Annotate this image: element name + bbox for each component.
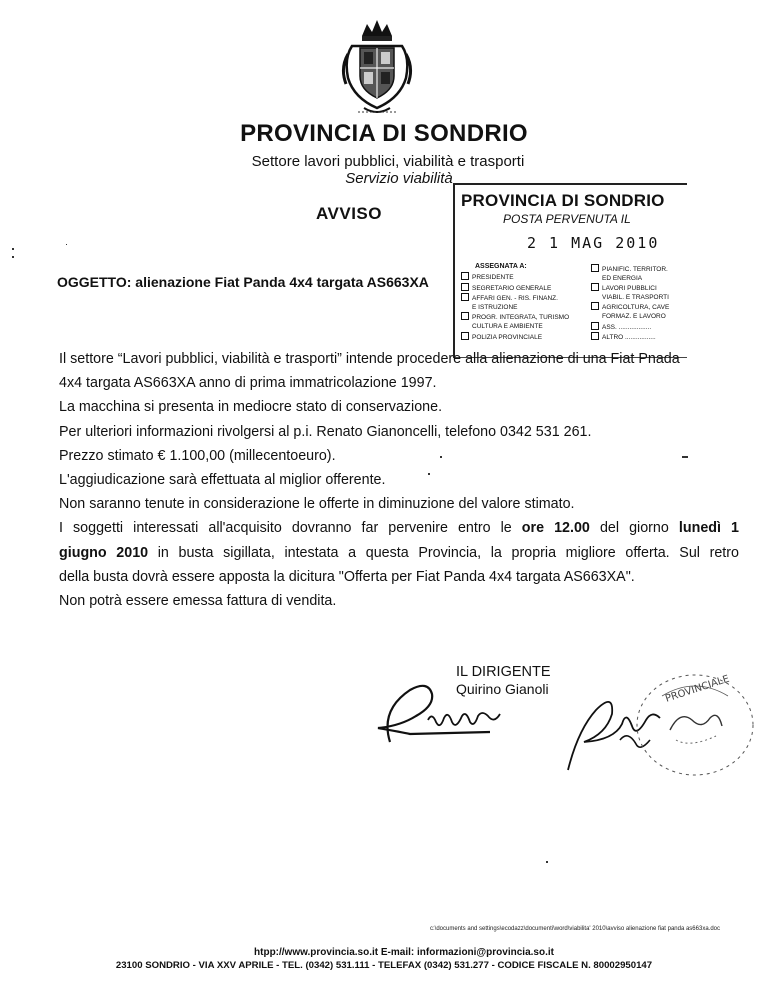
signer-name: Quirino Gianoli bbox=[456, 681, 549, 697]
stamp-item: PIANIFIC. TERRITOR. bbox=[591, 264, 669, 275]
body-paragraph: Prezzo stimato € 1.100,00 (millecentoeuro). bbox=[59, 447, 336, 464]
stamp-item: ED ENERGIA bbox=[602, 274, 643, 282]
stamp-title: PROVINCIA DI SONDRIO bbox=[461, 191, 665, 210]
notice-subject: OGGETTO: alienazione Fiat Panda 4x4 targata AS663XA bbox=[57, 274, 429, 290]
stamp-item: VIABIL. E TRASPORTI bbox=[602, 293, 669, 301]
checkbox-icon bbox=[461, 293, 469, 301]
stamp-item: LAVORI PUBBLICI bbox=[591, 283, 669, 294]
official-seal-icon bbox=[630, 670, 760, 780]
checkbox-icon bbox=[461, 332, 469, 340]
stamp-left-column bbox=[461, 272, 569, 342]
deadline-date: lunedì 1 bbox=[678, 520, 739, 537]
stamp-item: CULTURA E AMBIENTE bbox=[472, 322, 543, 330]
checkbox-icon bbox=[461, 272, 469, 280]
stamp-item: FORMAZ. E LAVORO bbox=[602, 312, 666, 320]
body-paragraph: Il settore “Lavori pubblici, viabilità e trasporti” intende procedere alla alienazione di una Fiat Pnada bbox=[59, 351, 680, 367]
body-paragraph: I soggetti interessati all'acquisito dovranno far pervenire entro le ore 12.00 del giorno lunedì 1 bbox=[59, 520, 739, 537]
checkbox-icon bbox=[461, 283, 469, 291]
stamp-item: ASS. .................. bbox=[591, 322, 669, 333]
checkbox-icon bbox=[591, 322, 599, 330]
stamp-date: 2 1 MAG 2010 bbox=[527, 234, 660, 252]
coat-of-arms-icon bbox=[340, 18, 414, 118]
sector-name: Settore lavori pubblici, viabilità e trasporti bbox=[251, 153, 525, 170]
stamp-item: POLIZIA PROVINCIALE bbox=[461, 332, 569, 343]
checkbox-icon bbox=[461, 312, 469, 320]
stamp-item: AFFARI GEN. - RIS. FINANZ. bbox=[461, 293, 569, 304]
body-paragraph: Non potrà essere emessa fattura di vendita. bbox=[59, 593, 337, 610]
signer-role: IL DIRIGENTE bbox=[456, 664, 551, 680]
stamp-item: SEGRETARIO GENERALE bbox=[461, 283, 569, 294]
checkbox-icon bbox=[591, 302, 599, 310]
body-paragraph: Per ulteriori informazioni rivolgersi al p.i. Renato Gianoncelli, telefono 0342 531 261. bbox=[59, 423, 592, 440]
received-stamp bbox=[453, 183, 687, 358]
stamp-item: PRESIDENTE bbox=[461, 272, 569, 283]
stamp-item: E ISTRUZIONE bbox=[472, 303, 518, 311]
file-path: c:\documents and settings\ecodazz\documenti\word\viabilita' 2010\avviso alienazione fiat panda as663xa.doc bbox=[430, 926, 720, 932]
body-paragraph: 4x4 targata AS663XA anno di prima immatricolazione 1997. bbox=[59, 375, 437, 392]
handwritten-signature-icon bbox=[370, 670, 670, 780]
page-title: PROVINCIA DI SONDRIO bbox=[240, 120, 528, 147]
body-paragraph: La macchina si presenta in mediocre stato di conservazione. bbox=[59, 399, 443, 416]
stamp-subtitle: POSTA PERVENUTA IL bbox=[503, 212, 631, 226]
footer-address: 23100 SONDRIO - VIA XXV APRILE - TEL. (0342) 531.111 - TELEFAX (0342) 531.277 - CODICE FISCALE N. 80002950147 bbox=[115, 960, 653, 971]
stamp-item: AGRICOLTURA, CAVE bbox=[591, 302, 669, 313]
checkbox-icon bbox=[591, 283, 599, 291]
stamp-right-column bbox=[591, 264, 669, 343]
stamp-item: PROGR. INTEGRATA, TURISMO bbox=[461, 312, 569, 323]
body-paragraph: Non saranno tenute in considerazione le offerte in diminuzione del valore stimato. bbox=[59, 496, 575, 513]
notice-heading: AVVISO bbox=[316, 204, 382, 223]
checkbox-icon bbox=[591, 332, 599, 340]
checkbox-icon bbox=[591, 264, 599, 272]
body-paragraph: giugno 2010 in busta sigillata, intestata a questa Provincia, la propria migliore offerta. Sul retro bbox=[59, 544, 739, 561]
deadline-date: giugno 2010 bbox=[59, 544, 149, 561]
service-name: Servizio viabilità bbox=[345, 170, 453, 187]
stamp-item: ALTRO ................. bbox=[591, 332, 669, 343]
footer-contacts: htpp://www.provincia.so.it E-mail: informazioni@provincia.so.it bbox=[254, 947, 554, 958]
svg-text:PROVINCIALE: PROVINCIALE bbox=[664, 673, 731, 705]
notice-body bbox=[59, 347, 739, 613]
stamp-assigned-label: ASSEGNATA A: bbox=[475, 263, 527, 270]
deadline-time: ore 12.00 bbox=[521, 520, 590, 537]
body-paragraph: della busta dovrà essere apposta la dicitura "Offerta per Fiat Panda 4x4 targata AS663XA". bbox=[59, 568, 635, 585]
body-paragraph: L'aggiudicazione sarà effettuata al miglior offerente. bbox=[59, 472, 386, 489]
